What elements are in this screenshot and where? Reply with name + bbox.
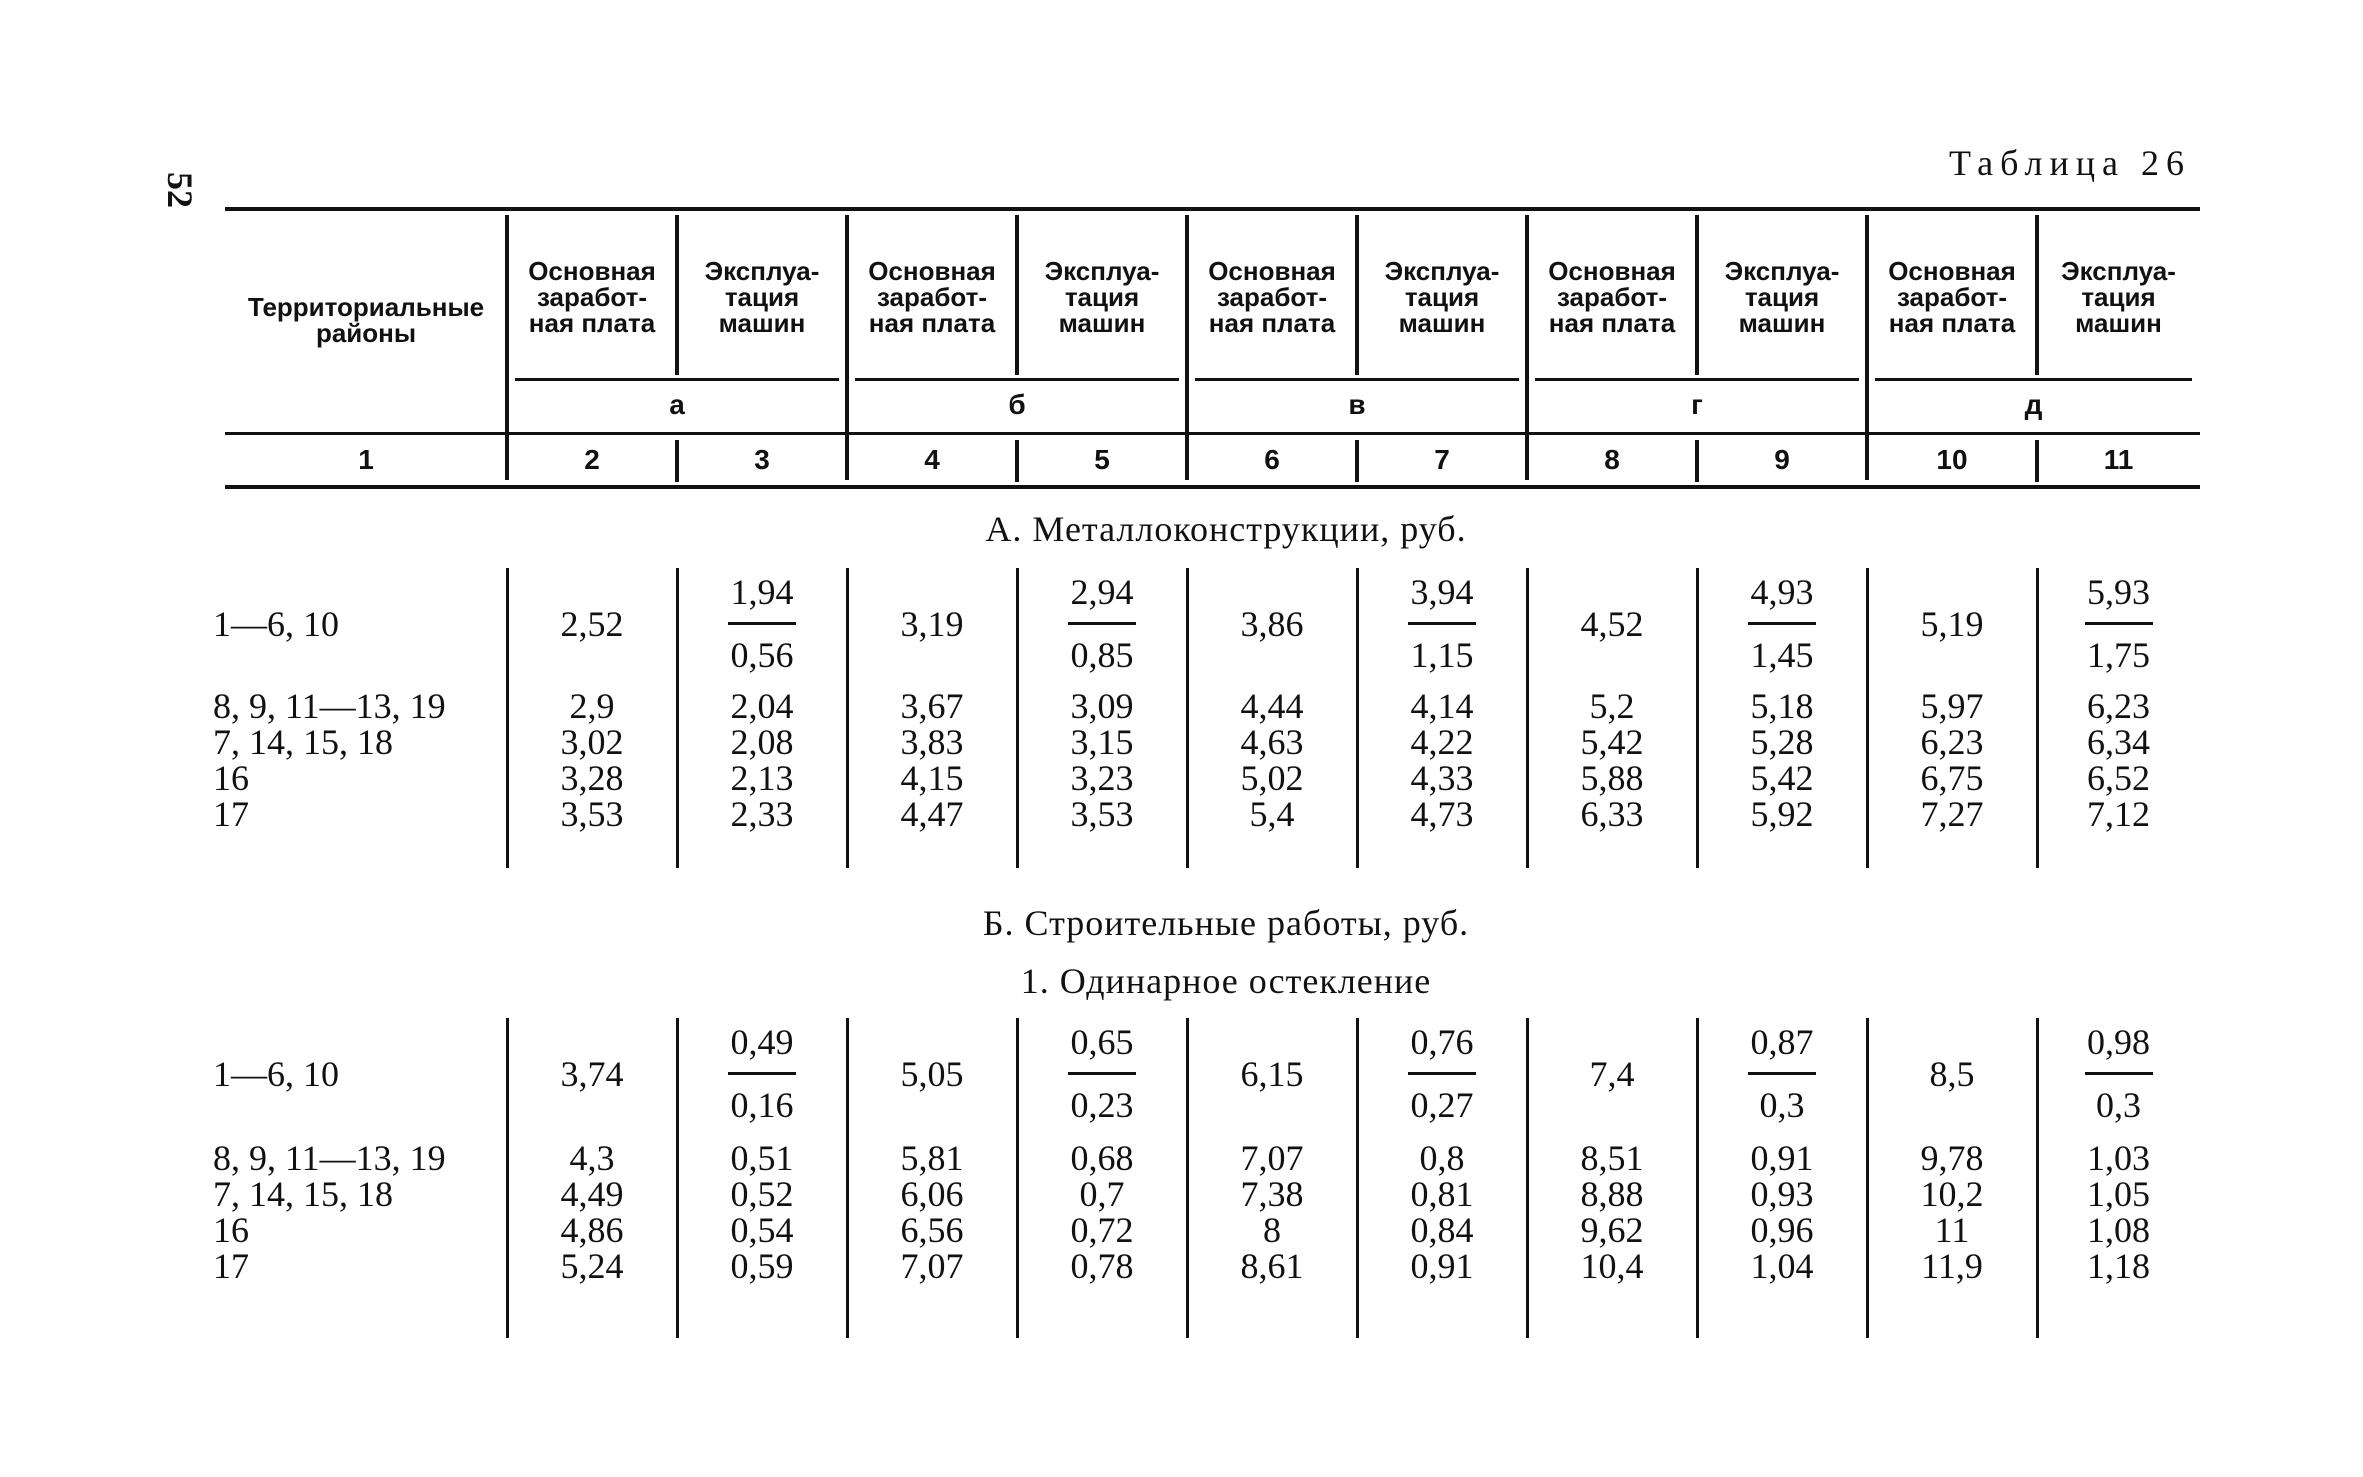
table-cell: 5,4 — [1249, 794, 1295, 834]
header-col-divider — [845, 215, 849, 480]
group-rule — [1535, 378, 1859, 381]
column-header: Эксплуа- тация машин — [704, 256, 820, 338]
fraction-denominator: 1,75 — [2087, 635, 2150, 675]
fraction-numerator: 0,49 — [730, 1022, 794, 1062]
table-cell: 3,86 — [1240, 604, 1304, 644]
fraction-cell — [1697, 1024, 1867, 1123]
table-cell: 3,23 — [1070, 758, 1134, 798]
table-cell: 1,04 — [1750, 1246, 1814, 1286]
fraction-numerator: 0,98 — [2087, 1022, 2150, 1062]
table-cell: 8 — [1263, 1210, 1281, 1250]
fraction-bar — [728, 622, 796, 625]
table-cell: 8,61 — [1240, 1246, 1304, 1286]
fraction-denominator: 1,45 — [1750, 635, 1814, 675]
region-label: 8, 9, 11—13, 19 — [213, 1138, 446, 1178]
header-rule — [225, 432, 2200, 435]
table-cell: 6,75 — [1920, 758, 1984, 798]
table-cell: 0,81 — [1410, 1174, 1474, 1214]
table-cell: 0,7 — [1079, 1174, 1125, 1214]
table-cell: 2,9 — [569, 686, 615, 726]
table-cell: 0,52 — [730, 1174, 794, 1214]
group-letter: в — [1348, 389, 1366, 420]
table-cell: 4,86 — [560, 1210, 624, 1250]
fraction-bar — [1068, 1072, 1136, 1075]
region-label: 7, 14, 15, 18 — [213, 1174, 393, 1214]
fraction-cell — [1017, 574, 1187, 673]
table-cell: 3,15 — [1070, 722, 1134, 762]
column-header: Эксплуа- тация машин — [1384, 256, 1500, 338]
column-number: 10 — [1936, 444, 1968, 475]
region-label: 7, 14, 15, 18 — [213, 722, 393, 762]
table-cell: 2,08 — [730, 722, 794, 762]
table-cell: 3,67 — [900, 686, 964, 726]
table-cell: 2,13 — [730, 758, 794, 798]
fraction-bar — [1408, 1072, 1476, 1075]
table-cell: 4,33 — [1410, 758, 1474, 798]
fraction-denominator: 0,56 — [730, 635, 794, 675]
table-cell: 6,15 — [1240, 1054, 1304, 1094]
fraction-bar — [1748, 622, 1816, 625]
column-header: Основная заработ- ная плата — [868, 256, 996, 338]
fraction-cell — [2037, 574, 2200, 673]
table-cell: 4,52 — [1580, 604, 1644, 644]
group-letter: г — [1691, 389, 1703, 420]
fraction-denominator: 0,23 — [1070, 1085, 1134, 1125]
table-cell: 5,28 — [1750, 722, 1814, 762]
table-cell: 0,96 — [1750, 1210, 1814, 1250]
table-cell: 4,14 — [1410, 686, 1474, 726]
table-cell: 6,52 — [2087, 758, 2150, 798]
table-cell: 4,73 — [1410, 794, 1474, 834]
region-label: 1—6, 10 — [213, 1054, 339, 1094]
table-cell: 3,02 — [560, 722, 624, 762]
table-cell: 0,93 — [1750, 1174, 1814, 1214]
table-cell: 1,03 — [2087, 1138, 2150, 1178]
table-cell: 5,81 — [900, 1138, 964, 1178]
table-cell: 6,23 — [2087, 686, 2150, 726]
fraction-denominator: 0,3 — [1759, 1085, 1805, 1125]
group-letter: а — [669, 389, 685, 420]
table-cell: 4,49 — [560, 1174, 624, 1214]
table-cell: 0,68 — [1070, 1138, 1134, 1178]
table-cell: 4,3 — [569, 1138, 615, 1178]
table-cell: 3,53 — [560, 794, 624, 834]
fraction-numerator: 5,93 — [2087, 572, 2150, 612]
column-header: Основная заработ- ная плата — [528, 256, 656, 338]
region-label: 16 — [213, 1210, 249, 1250]
group-rule — [515, 378, 839, 381]
table-cell: 6,06 — [900, 1174, 964, 1214]
table-cell: 7,07 — [1240, 1138, 1304, 1178]
fraction-numerator: 3,94 — [1410, 572, 1474, 612]
table-cell: 3,74 — [560, 1054, 624, 1094]
table-cell: 4,47 — [900, 794, 964, 834]
fraction-bar — [1748, 1072, 1816, 1075]
table-cell: 10,4 — [1580, 1246, 1644, 1286]
table-cell: 5,42 — [1580, 722, 1644, 762]
fraction-denominator: 0,85 — [1070, 635, 1134, 675]
table-cell: 11 — [1934, 1210, 1970, 1250]
table-cell: 3,09 — [1070, 686, 1134, 726]
column-number: 5 — [1094, 444, 1110, 475]
section-subtitle: 1. Одинарное остекление — [1020, 961, 1432, 1001]
table-cell: 5,88 — [1580, 758, 1644, 798]
table-cell: 0,84 — [1410, 1210, 1474, 1250]
fraction-denominator: 0,27 — [1410, 1085, 1474, 1125]
column-header: Основная заработ- ная плата — [1548, 256, 1676, 338]
table-cell: 0,8 — [1419, 1138, 1465, 1178]
section-title: А. Металлоконструкции, руб. — [985, 509, 1467, 549]
fraction-denominator: 0,16 — [730, 1085, 794, 1125]
table-cell: 4,15 — [900, 758, 964, 798]
fraction-numerator: 0,87 — [1750, 1022, 1814, 1062]
table-cell: 0,59 — [730, 1246, 794, 1286]
column-header: Эксплуа- тация машин — [1044, 256, 1160, 338]
fraction-numerator: 1,94 — [730, 572, 794, 612]
table-cell: 6,33 — [1580, 794, 1644, 834]
table-cell: 8,5 — [1929, 1054, 1975, 1094]
group-letter: д — [2024, 389, 2043, 420]
column-number: 2 — [584, 444, 600, 475]
header-top-rule — [225, 207, 2200, 211]
fraction-cell — [2037, 1024, 2200, 1123]
table-cell: 10,2 — [1920, 1174, 1984, 1214]
fraction-bar — [2085, 622, 2153, 625]
table-cell: 0,91 — [1750, 1138, 1814, 1178]
region-label: 17 — [213, 794, 249, 834]
fraction-bar — [1408, 622, 1476, 625]
group-rule — [1875, 378, 2192, 381]
column-number: 11 — [2103, 444, 2134, 475]
header-bottom-rule — [225, 485, 2200, 489]
table-cell: 8,88 — [1580, 1174, 1644, 1214]
group-rule — [1195, 378, 1519, 381]
region-column-header: Территориальные районы — [247, 292, 485, 348]
table-cell: 0,91 — [1410, 1246, 1474, 1286]
table-cell: 5,18 — [1750, 686, 1814, 726]
table-cell: 3,53 — [1070, 794, 1134, 834]
column-number: 3 — [754, 444, 770, 475]
header-col-divider — [505, 215, 509, 480]
fraction-cell — [1697, 574, 1867, 673]
header-col-divider — [1525, 215, 1529, 480]
table-cell: 9,78 — [1920, 1138, 1984, 1178]
fraction-cell — [1357, 574, 1527, 673]
table-cell: 0,72 — [1070, 1210, 1134, 1250]
table-cell: 5,24 — [560, 1246, 624, 1286]
table-cell: 7,4 — [1589, 1054, 1635, 1094]
table-cell: 9,62 — [1580, 1210, 1644, 1250]
table-cell: 1,08 — [2087, 1210, 2150, 1250]
table-cell: 1,05 — [2087, 1174, 2150, 1214]
table-cell: 3,28 — [560, 758, 624, 798]
column-number: 6 — [1264, 444, 1280, 475]
column-header: Эксплуа- тация машин — [2061, 256, 2176, 338]
table-cell: 7,38 — [1240, 1174, 1304, 1214]
header-col-divider — [1865, 215, 1869, 480]
region-label: 1—6, 10 — [213, 604, 339, 644]
table-cell: 4,63 — [1240, 722, 1304, 762]
table-cell: 5,05 — [900, 1054, 964, 1094]
column-number: 4 — [924, 444, 940, 475]
fraction-numerator: 0,65 — [1070, 1022, 1134, 1062]
table-cell: 8,51 — [1580, 1138, 1644, 1178]
column-number: 7 — [1434, 444, 1450, 475]
group-letter: б — [1008, 389, 1026, 420]
table-title: Таблица 26 — [1949, 143, 2191, 183]
fraction-cell — [1357, 1024, 1527, 1123]
column-header: Эксплуа- тация машин — [1724, 256, 1840, 338]
table-cell: 2,52 — [560, 604, 624, 644]
table-cell: 0,51 — [730, 1138, 794, 1178]
table-cell: 11,9 — [1921, 1246, 1983, 1286]
table-cell: 3,83 — [900, 722, 964, 762]
section-title: Б. Строительные работы, руб. — [982, 903, 1470, 943]
table-cell: 0,54 — [730, 1210, 794, 1250]
fraction-denominator: 0,3 — [2096, 1085, 2141, 1125]
table-cell: 1,18 — [2087, 1246, 2150, 1286]
table-cell: 5,19 — [1920, 604, 1984, 644]
fraction-numerator: 0,76 — [1410, 1022, 1474, 1062]
fraction-bar — [1068, 622, 1136, 625]
column-number: 8 — [1604, 444, 1620, 475]
column-header: Основная заработ- ная плата — [1208, 256, 1336, 338]
fraction-bar — [2085, 1072, 2153, 1075]
region-label: 17 — [213, 1246, 249, 1286]
table-cell: 5,2 — [1589, 686, 1635, 726]
fraction-cell — [677, 1024, 847, 1123]
fraction-numerator: 4,93 — [1750, 572, 1814, 612]
table-cell: 2,33 — [730, 794, 794, 834]
column-header: Основная заработ- ная плата — [1888, 256, 2016, 338]
page-number: 52 — [160, 172, 200, 208]
table-cell: 6,23 — [1920, 722, 1984, 762]
table-cell: 0,78 — [1070, 1246, 1134, 1286]
table-cell: 3,19 — [900, 604, 964, 644]
fraction-numerator: 2,94 — [1070, 572, 1134, 612]
group-rule — [855, 378, 1179, 381]
table-cell: 7,12 — [2087, 794, 2150, 834]
fraction-bar — [728, 1072, 796, 1075]
table-cell: 7,07 — [900, 1246, 964, 1286]
table-cell: 4,22 — [1410, 722, 1474, 762]
table-cell: 5,92 — [1750, 794, 1814, 834]
table-cell: 4,44 — [1240, 686, 1304, 726]
fraction-cell — [1017, 1024, 1187, 1123]
column-number: 9 — [1774, 444, 1790, 475]
fraction-denominator: 1,15 — [1410, 635, 1474, 675]
table-cell: 5,42 — [1750, 758, 1814, 798]
table-cell: 5,02 — [1240, 758, 1304, 798]
table-cell: 5,97 — [1920, 686, 1984, 726]
column-number: 1 — [358, 444, 374, 475]
table-cell: 7,27 — [1920, 794, 1984, 834]
table-cell: 6,56 — [900, 1210, 964, 1250]
table-cell: 6,34 — [2087, 722, 2150, 762]
region-label: 8, 9, 11—13, 19 — [213, 686, 446, 726]
region-label: 16 — [213, 758, 249, 798]
table-cell: 2,04 — [730, 686, 794, 726]
fraction-cell — [677, 574, 847, 673]
header-col-divider — [1185, 215, 1189, 480]
